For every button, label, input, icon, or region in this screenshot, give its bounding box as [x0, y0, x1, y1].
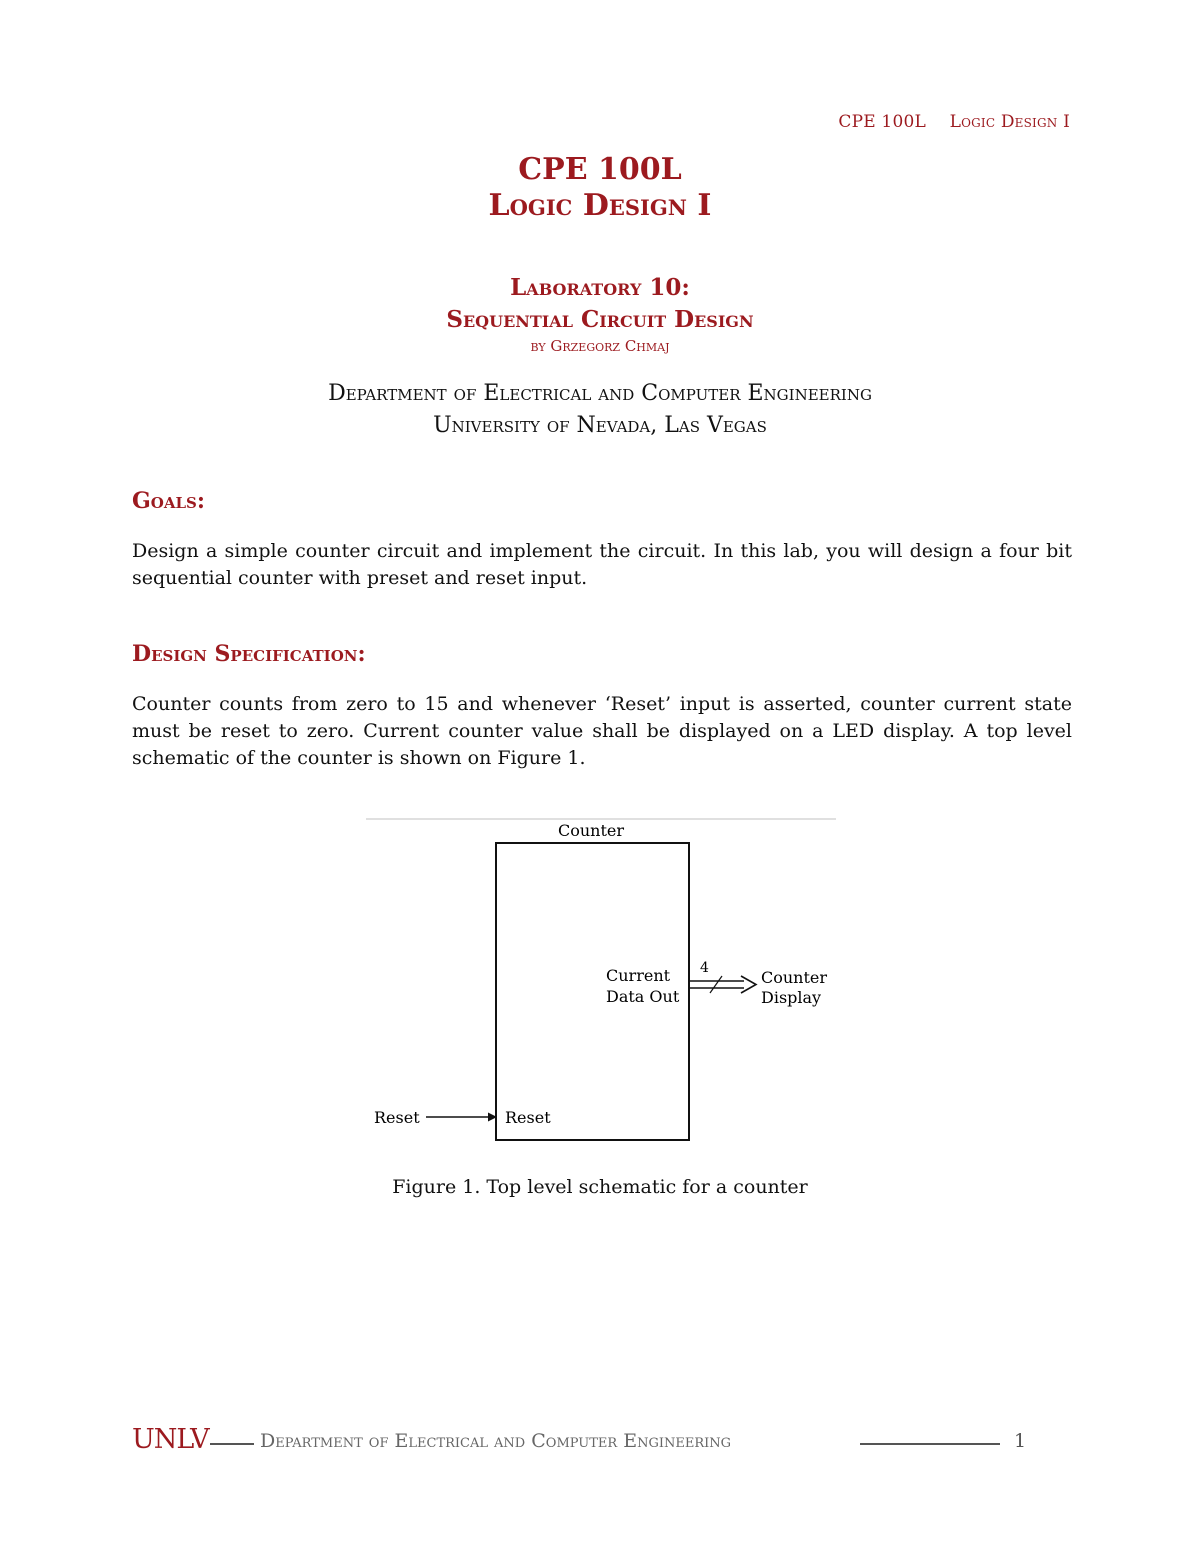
department-block [0, 378, 1200, 442]
lab-number: Laboratory 10: [510, 274, 690, 301]
bus-width-label: 4 [700, 960, 709, 976]
counter-schematic [360, 815, 840, 1155]
output-label-line2: Data Out [606, 987, 680, 1006]
output-bus-arrow [689, 976, 756, 993]
title-course: CPE 100L [518, 152, 682, 187]
unlv-logo: UNLV [132, 1424, 209, 1455]
output-label-line1: Current [606, 966, 671, 985]
reset-pin-label: Reset [505, 1108, 551, 1127]
running-header [838, 112, 1070, 132]
reset-arrow [426, 1113, 497, 1122]
department-name: Department of Electrical and Computer Engineering [328, 381, 872, 406]
display-label-line2: Display [761, 988, 822, 1007]
footer-rule-right [860, 1443, 1000, 1445]
university-name: University of Nevada, Las Vegas [433, 413, 767, 438]
lab-heading [0, 272, 1200, 356]
design-spec-heading: Design Specification: [132, 641, 366, 667]
block-label: Counter [557, 821, 625, 840]
page-number: 1 [1014, 1430, 1027, 1452]
goals-text: Design a simple counter circuit and implement the circuit. In this lab, you will design a four bit sequential counter with preset and reset input. [132, 540, 1072, 589]
lab-author: by Grzegorz Chmaj [530, 337, 670, 355]
page-footer [132, 1424, 1032, 1460]
title-course-name: Logic Design I [488, 188, 712, 223]
design-spec-text: Counter counts from zero to 15 and whenever ‘Reset’ input is asserted, counter current state must be reset to zero. Current counter value shall be displayed on a LED display. A top level schematic of the counter is shown on Figure 1. [132, 693, 1072, 769]
display-label-line1: Counter [761, 968, 828, 987]
counter-schematic-figure [360, 815, 840, 1155]
goals-heading: Goals: [132, 488, 205, 514]
reset-input-label: Reset [374, 1108, 420, 1127]
figure-caption: Figure 1. Top level schematic for a counter [392, 1176, 808, 1198]
footer-department: Department of Electrical and Computer Engineering [260, 1430, 732, 1452]
header-course: CPE 100L [838, 112, 926, 132]
document-title [0, 152, 1200, 224]
bus-slash [710, 976, 722, 993]
lab-title: Sequential Circuit Design [446, 306, 754, 333]
header-course-name: Logic Design I [949, 112, 1070, 132]
footer-rule-left [210, 1443, 254, 1445]
